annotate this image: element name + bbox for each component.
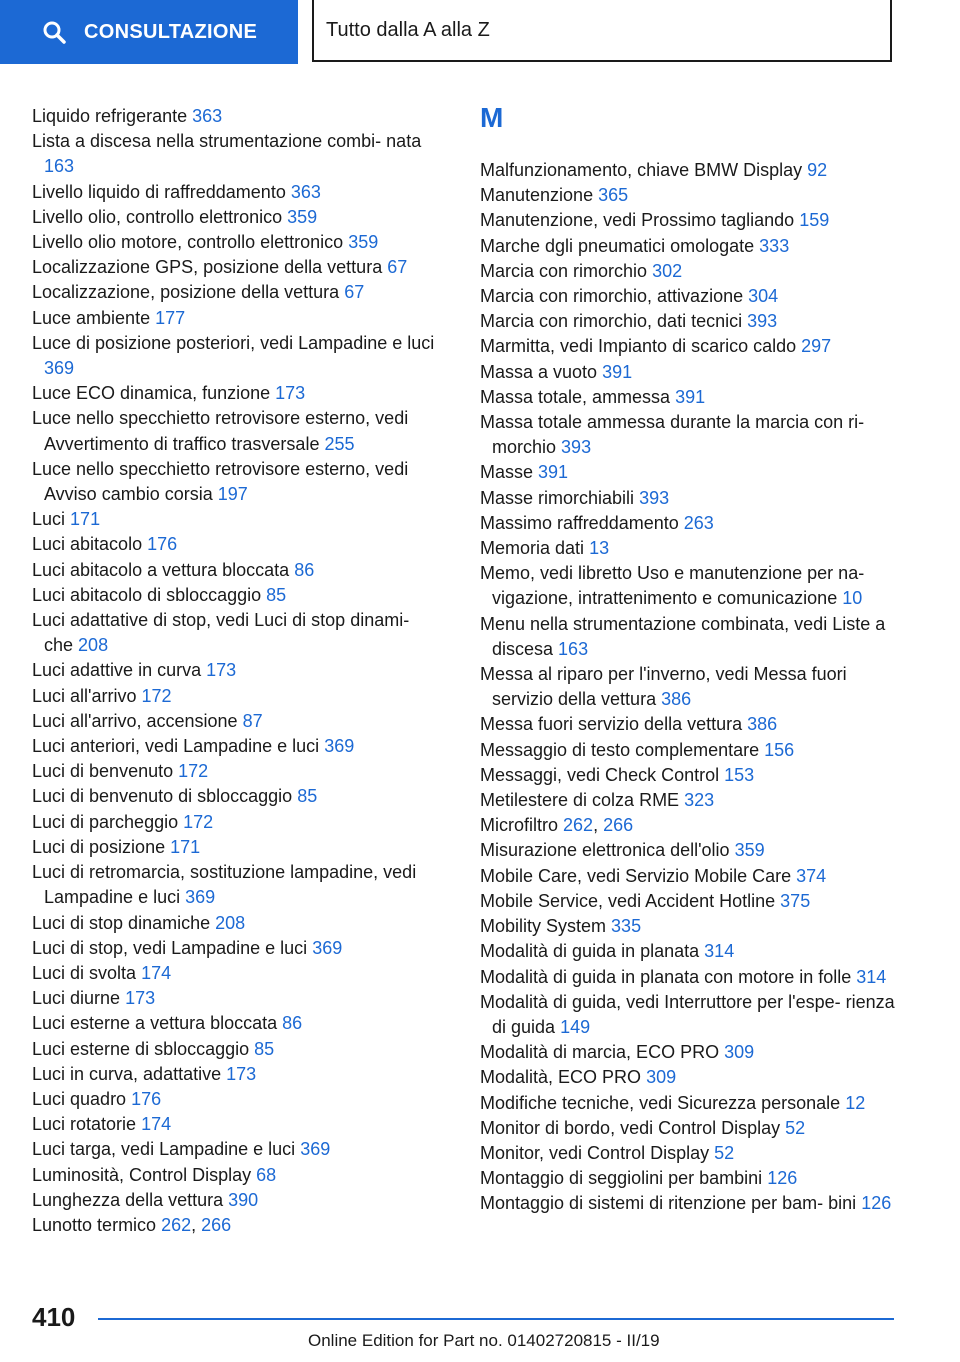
index-entry-text: Luci di stop, vedi Lampadine e luci <box>32 937 308 958</box>
index-entry-text: Manutenzione <box>480 185 594 206</box>
index-entry <box>480 1191 900 1216</box>
index-entry-text: Livello olio, controllo elettronico <box>32 206 283 227</box>
page-link[interactable]: 363 <box>192 106 223 126</box>
index-entry <box>32 129 442 179</box>
page-link[interactable]: 12 <box>845 1092 866 1113</box>
index-entry-text: Modifiche tecniche, vedi Sicurezza personale <box>480 1092 841 1113</box>
index-entry-text: Messaggio di testo complementare <box>480 739 760 760</box>
page-link[interactable]: 176 <box>131 1088 162 1109</box>
section-title: Tutto dalla A alla Z <box>326 18 490 41</box>
page-link[interactable]: 390 <box>228 1189 259 1210</box>
index-entry <box>480 763 900 788</box>
index-entry <box>32 1087 442 1112</box>
page-link[interactable]: 369 <box>312 937 343 958</box>
page-link[interactable]: 208 <box>215 912 246 933</box>
index-entry-text: Luci in curva, adattative <box>32 1063 222 1084</box>
page-link[interactable]: 302 <box>652 260 683 281</box>
index-entry <box>32 835 442 860</box>
index-entry <box>480 864 900 889</box>
index-entry <box>480 1091 900 1116</box>
index-entry-text: Modalità di guida, vedi Interruttore per l'espe- rienza di guida <box>480 991 895 1037</box>
page-number: 410 <box>32 1302 76 1332</box>
page-link[interactable]: 87 <box>242 710 263 731</box>
page-link[interactable]: 68 <box>256 1164 277 1185</box>
index-entry <box>32 280 442 305</box>
index-column-right <box>480 104 900 1217</box>
page-link[interactable]: 173 <box>206 660 237 681</box>
index-entry-text: Livello olio motore, controllo elettronico <box>32 232 344 253</box>
index-entry <box>480 334 900 359</box>
index-entry-text: Mobility System <box>480 916 607 937</box>
index-entry-text: Lunotto termico <box>32 1214 157 1235</box>
page-link[interactable]: 335 <box>611 916 642 937</box>
index-entry-text: Misurazione elettronica dell'olio <box>480 840 730 861</box>
index-entry <box>480 511 900 536</box>
page-link[interactable]: 391 <box>538 462 569 483</box>
index-entry-text: Luci di benvenuto di sbloccaggio <box>32 786 293 807</box>
index-entry-text: Masse rimorchiabili <box>480 487 635 508</box>
index-entry <box>480 410 900 460</box>
index-entry <box>480 889 900 914</box>
index-entry <box>32 784 442 809</box>
page-link[interactable]: 10 <box>842 588 863 609</box>
index-entry <box>32 684 442 709</box>
index-letter-heading: M <box>480 102 504 133</box>
page-link[interactable]: 172 <box>183 811 214 832</box>
page-link[interactable]: 314 <box>704 941 735 962</box>
page-link[interactable]: 374 <box>796 865 827 886</box>
index-entry-text: Monitor, vedi Control Display <box>480 1142 710 1163</box>
index-entry-text: Memo, vedi libretto Uso e manutenzione per na- vigazione, intrattenimento e comunicazione <box>480 563 865 609</box>
index-entry <box>480 460 900 485</box>
page-link[interactable]: 174 <box>141 1114 172 1135</box>
index-entry: Microfiltro 262, 266 <box>480 815 634 836</box>
index-entry <box>32 1188 442 1213</box>
footer-edition-text: Online Edition for Part no. 01402720815 - II/19 <box>308 1331 660 1350</box>
index-entry-text: Luci targa, vedi Lampadine e luci <box>32 1139 296 1160</box>
page-link[interactable]: 309 <box>724 1042 755 1063</box>
index-entry <box>32 331 442 381</box>
index-entry-text: Luci di parcheggio <box>32 811 179 832</box>
index-entry-text: Localizzazione, posizione della vettura <box>32 282 340 303</box>
footer-divider <box>98 1318 894 1320</box>
index-entry <box>32 709 442 734</box>
index-entry <box>32 1062 442 1087</box>
index-entry-text: Massa a vuoto <box>480 361 598 382</box>
page-link[interactable]: 375 <box>780 890 811 911</box>
index-entry <box>32 1037 442 1062</box>
index-entry-text: Lista a discesa nella strumentazione combi- nata <box>32 131 422 152</box>
page-link[interactable]: 262 <box>161 1214 192 1235</box>
page-link[interactable]: 393 <box>561 437 592 458</box>
index-entry <box>480 486 900 511</box>
page-link[interactable]: 174 <box>141 962 172 983</box>
page-link[interactable]: 86 <box>282 1013 303 1034</box>
page-link[interactable]: 173 <box>125 988 156 1009</box>
index-entry <box>32 104 442 129</box>
page-link[interactable]: 359 <box>348 232 379 253</box>
index-column-left <box>32 104 442 1238</box>
index-entry-text: Luce nello specchietto retrovisore esterno, vedi Avvertimento di traffico trasversale <box>32 408 409 454</box>
index-entry-text: Liquido refrigerante <box>32 106 188 126</box>
page-link[interactable]: 391 <box>675 386 706 407</box>
index-entry-text: Messaggi, vedi Check Control <box>480 764 720 785</box>
index-entry <box>32 1163 442 1188</box>
index-entry-text: Marcia con rimorchio <box>480 260 648 281</box>
index-entry <box>480 183 900 208</box>
index-entry-text: Massimo raffreddamento <box>480 512 679 533</box>
index-entry-text: Luci rotatorie <box>32 1114 137 1135</box>
index-entry-text: Memoria dati <box>480 538 585 559</box>
index-entry <box>480 738 900 763</box>
index-entry <box>32 986 442 1011</box>
index-entry <box>480 788 900 813</box>
index-entry-text: Luci di posizione <box>32 836 166 857</box>
index-entry <box>480 360 900 385</box>
index-entry-text: Luci esterne di sbloccaggio <box>32 1038 250 1059</box>
index-entry-text: Luci esterne a vettura bloccata <box>32 1013 278 1034</box>
index-entry <box>32 306 442 331</box>
index-entry <box>480 208 900 233</box>
page-link[interactable]: 263 <box>683 512 714 533</box>
index-entry-text: Luci abitacolo di sbloccaggio <box>32 584 262 605</box>
index-entry-text: Luci all'arrivo, accensione <box>32 710 238 731</box>
page-link[interactable]: 369 <box>300 1139 331 1160</box>
page-link[interactable]: 309 <box>646 1067 677 1088</box>
page-link[interactable]: 172 <box>178 761 209 782</box>
index-entry <box>32 658 442 683</box>
page-link[interactable]: 153 <box>724 764 755 785</box>
index-entry <box>32 734 442 759</box>
index-entry <box>480 838 900 863</box>
page-link[interactable]: 333 <box>759 235 790 256</box>
page-link[interactable]: 171 <box>70 509 101 530</box>
index-entry <box>480 536 900 561</box>
index-entry-text: Montaggio di seggiolini per bambini <box>480 1168 763 1189</box>
index-entry <box>480 1166 900 1191</box>
page-link[interactable]: 266 <box>201 1214 232 1235</box>
index-entry-text: Luci all'arrivo <box>32 685 137 706</box>
index-entry <box>32 608 442 658</box>
index-entry <box>480 561 900 611</box>
search-icon <box>42 20 66 44</box>
index-entry-text: Mobile Service, vedi Accident Hotline <box>480 890 776 911</box>
index-entry <box>32 205 442 230</box>
index-entry-text: Modalità, ECO PRO <box>480 1067 642 1088</box>
index-entry-text: Massa totale ammessa durante la marcia con ri- morchio <box>480 412 865 458</box>
index-entry-text: Monitor di bordo, vedi Control Display <box>480 1117 781 1138</box>
index-entry <box>32 457 442 507</box>
page-link[interactable]: 163 <box>44 156 75 177</box>
index-entry-text: Marcia con rimorchio, attivazione <box>480 286 744 307</box>
index-entry <box>32 961 442 986</box>
index-entry <box>480 1141 900 1166</box>
page-link[interactable]: 85 <box>266 584 287 605</box>
index-entry-text: Luci quadro <box>32 1088 127 1109</box>
page-link[interactable]: 149 <box>560 1016 591 1037</box>
index-entry-text: Mobile Care, vedi Servizio Mobile Care <box>480 865 792 886</box>
index-entry <box>32 507 442 532</box>
index-entry-text: Luci abitacolo <box>32 534 143 555</box>
index-entry <box>480 965 900 990</box>
page-link[interactable]: 359 <box>734 840 765 861</box>
index-entry <box>32 583 442 608</box>
index-entry <box>32 255 442 280</box>
index-entry <box>480 158 900 183</box>
index-entry <box>32 406 442 456</box>
index-entry-text: Montaggio di sistemi di ritenzione per bam- bini <box>480 1193 857 1214</box>
index-entry <box>32 1011 442 1036</box>
index-entry-text: Menu nella strumentazione combinata, vedi Liste a discesa <box>480 613 886 659</box>
index-entry: Lunotto termico 262, 266 <box>32 1214 232 1235</box>
index-entry-text: Luminosità, Control Display <box>32 1164 252 1185</box>
index-entry <box>32 532 442 557</box>
index-entry-text: Luci adattive in curva <box>32 660 202 681</box>
page-link[interactable]: 208 <box>78 635 109 656</box>
consultazione-label: CONSULTAZIONE <box>84 20 258 43</box>
index-entry-text: Luci anteriori, vedi Lampadine e luci <box>32 736 320 757</box>
index-entry-text: Luce ambiente <box>32 307 151 328</box>
page-link[interactable]: 393 <box>639 487 670 508</box>
page-link[interactable]: 67 <box>387 257 408 278</box>
index-entry-text: Luci di stop dinamiche <box>32 912 211 933</box>
index-entry <box>480 385 900 410</box>
page-link[interactable]: 297 <box>801 336 832 357</box>
index-entry-text: Luci diurne <box>32 988 121 1009</box>
page-link[interactable]: 197 <box>217 484 248 505</box>
page-link[interactable]: 126 <box>861 1193 892 1214</box>
page-link[interactable]: 363 <box>290 181 321 202</box>
index-entry-text: Lunghezza della vettura <box>32 1189 224 1210</box>
index-entry-text: Luci di svolta <box>32 962 137 983</box>
index-entry-text: Luci abitacolo a vettura bloccata <box>32 559 290 580</box>
index-entry-text: Luci <box>32 509 66 530</box>
page-link[interactable]: 369 <box>324 736 355 757</box>
index-entry-text: Luce di posizione posteriori, vedi Lampadine e luci <box>32 332 435 353</box>
index-entry-text: Livello liquido di raffreddamento <box>32 181 286 202</box>
index-entry <box>32 230 442 255</box>
page-link[interactable]: 386 <box>661 689 692 710</box>
page-link[interactable]: 304 <box>748 286 779 307</box>
index-entry <box>32 381 442 406</box>
page-link[interactable]: 67 <box>344 282 365 303</box>
page-link[interactable]: 176 <box>147 534 178 555</box>
index-entry <box>480 914 900 939</box>
page-link[interactable]: 172 <box>141 685 172 706</box>
page-link[interactable]: 369 <box>185 887 216 908</box>
index-entry-text: Metilestere di colza RME <box>480 790 680 811</box>
index-entry-text: Marmitta, vedi Impianto di scarico caldo <box>480 336 797 357</box>
index-entry-text: Luci adattative di stop, vedi Luci di stop dinami- che <box>32 610 410 656</box>
index-entry <box>480 612 900 662</box>
index-entry <box>480 1116 900 1141</box>
page-link[interactable]: 314 <box>856 966 887 987</box>
index-entry <box>480 1065 900 1090</box>
page-link[interactable]: 85 <box>254 1038 275 1059</box>
page-link[interactable]: 393 <box>747 311 778 332</box>
section-title-tab <box>312 0 892 62</box>
page-link[interactable]: 391 <box>602 361 633 382</box>
index-entry-text: Luci di retromarcia, sostituzione lampadine, vedi Lampadine e luci <box>32 862 417 908</box>
page-link[interactable]: 13 <box>589 538 610 559</box>
index-entry <box>32 759 442 784</box>
index-entry <box>480 939 900 964</box>
page-link[interactable]: 359 <box>287 206 318 227</box>
page-link[interactable]: 173 <box>275 383 306 404</box>
page-link[interactable]: 92 <box>807 160 828 180</box>
index-entry <box>32 911 442 936</box>
page-link[interactable]: 266 <box>603 815 634 836</box>
index-entry <box>480 990 900 1040</box>
index-entry-text: Malfunzionamento, chiave BMW Display <box>480 160 803 180</box>
page-link[interactable]: 171 <box>170 836 201 857</box>
index-entry <box>480 662 900 712</box>
index-entry <box>480 284 900 309</box>
index-entry-text: Luci di benvenuto <box>32 761 174 782</box>
index-entry <box>32 558 442 583</box>
index-entry <box>480 309 900 334</box>
page-link[interactable]: 386 <box>747 714 778 735</box>
index-entry <box>32 1112 442 1137</box>
page-link[interactable]: 177 <box>155 307 186 328</box>
page-link[interactable]: 156 <box>764 739 795 760</box>
page-link[interactable]: 255 <box>324 433 355 454</box>
index-entry-text: Massa totale, ammessa <box>480 386 671 407</box>
page-link[interactable]: 163 <box>558 638 589 659</box>
page-link[interactable]: 369 <box>44 358 75 379</box>
index-entry <box>32 936 442 961</box>
index-entry-text: Modalità di marcia, ECO PRO <box>480 1042 720 1063</box>
index-entry-text: Messa al riparo per l'inverno, vedi Messa fuori servizio della vettura <box>480 664 847 710</box>
index-entry-text: Marche dgli pneumatici omologate <box>480 235 755 256</box>
page-link[interactable]: 323 <box>684 790 715 811</box>
index-entry <box>32 860 442 910</box>
index-entry <box>32 810 442 835</box>
consultazione-tab[interactable] <box>0 0 298 64</box>
index-entry <box>480 1040 900 1065</box>
index-entry-text: Marcia con rimorchio, dati tecnici <box>480 311 743 332</box>
page-link[interactable]: 173 <box>226 1063 257 1084</box>
index-entry-text: Messa fuori servizio della vettura <box>480 714 743 735</box>
index-entry <box>480 234 900 259</box>
page-link[interactable]: 85 <box>297 786 318 807</box>
page-link[interactable]: 52 <box>785 1117 806 1138</box>
index-entry-text: Masse <box>480 462 534 483</box>
page-link[interactable]: 159 <box>799 210 830 231</box>
index-entry-text: Modalità di guida in planata con motore in folle <box>480 966 852 987</box>
page-link[interactable]: 365 <box>598 185 629 206</box>
index-entry-text: Localizzazione GPS, posizione della vettura <box>32 257 383 278</box>
page-link[interactable]: 52 <box>714 1142 735 1163</box>
index-entry <box>32 1137 442 1162</box>
index-entry-text: Luce ECO dinamica, funzione <box>32 383 271 404</box>
page-link[interactable]: 262 <box>563 815 594 836</box>
index-entry-text: Modalità di guida in planata <box>480 941 700 962</box>
index-entry <box>480 712 900 737</box>
page-link[interactable]: 86 <box>294 559 315 580</box>
page-link[interactable]: 126 <box>767 1168 798 1189</box>
index-entry-text: Microfiltro <box>480 815 559 836</box>
index-entry-text: Luce nello specchietto retrovisore esterno, vedi Avviso cambio corsia <box>32 458 409 505</box>
index-entry <box>32 180 442 205</box>
index-entry <box>480 259 900 284</box>
index-entry-text: Manutenzione, vedi Prossimo tagliando <box>480 210 795 231</box>
